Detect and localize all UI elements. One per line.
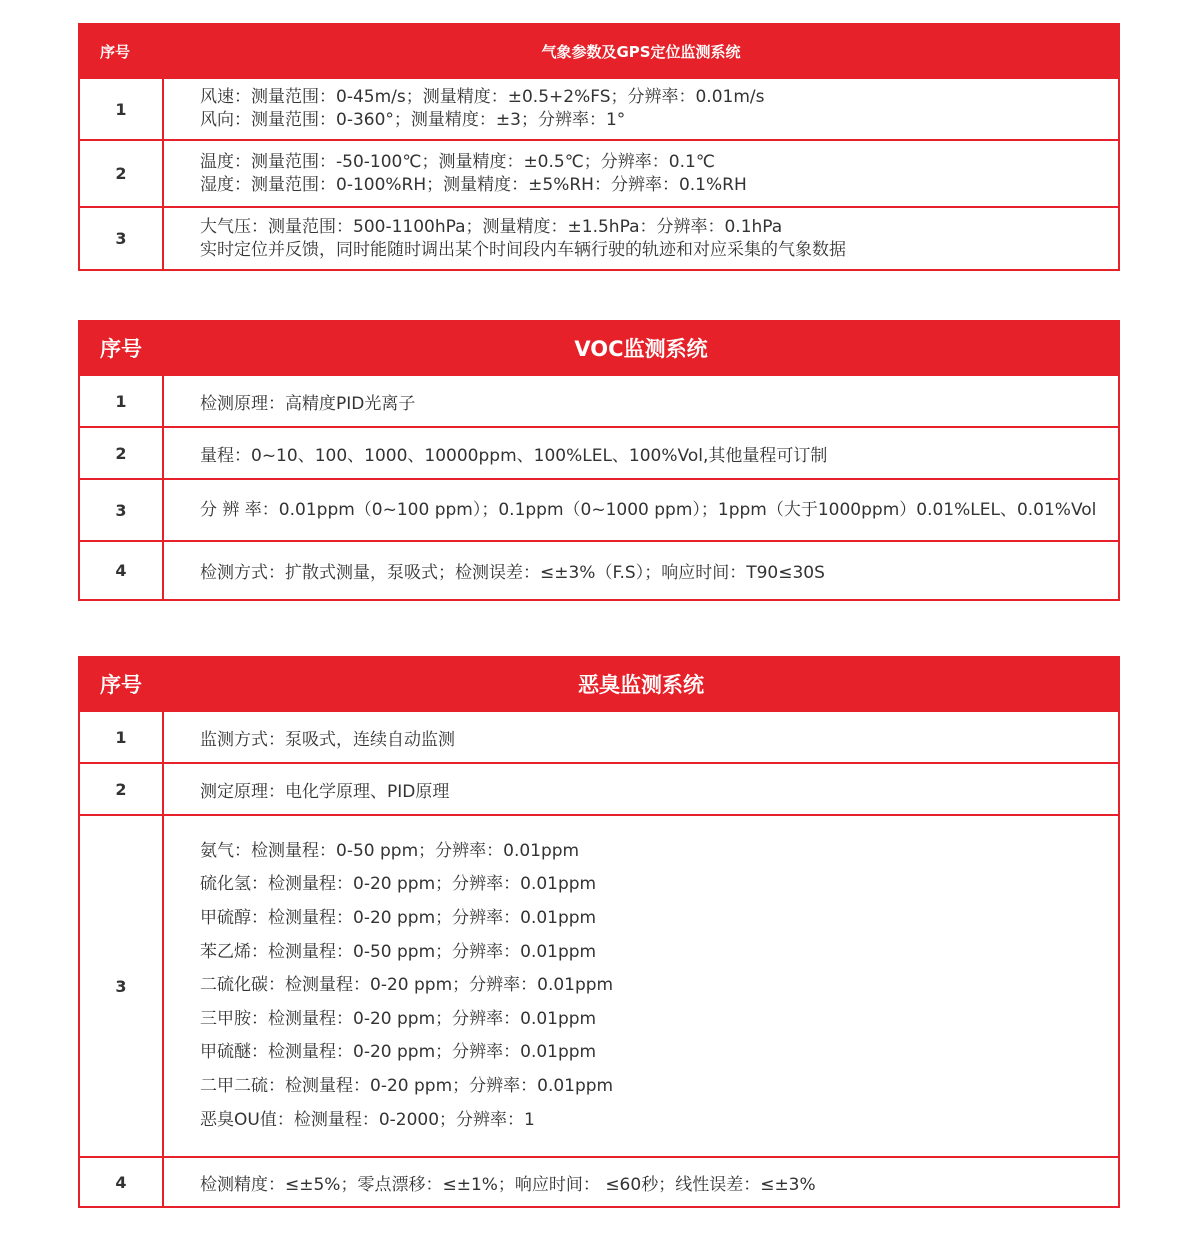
- spec-line: 监测方式：泵吸式，连续自动监测: [200, 729, 455, 750]
- spec-line: 量程：0~10、100、1000、10000ppm、100%LEL、100%Vol,其他量程可订制: [200, 445, 828, 466]
- row-number: 2: [80, 428, 164, 478]
- table-row: [80, 1156, 1118, 1206]
- table-row: [80, 814, 1118, 1156]
- row-number: 3: [80, 480, 164, 540]
- row-number: 1: [80, 712, 164, 762]
- row-number: 1: [80, 79, 164, 139]
- voc-spec-table: [78, 320, 1120, 601]
- row-content: [164, 764, 1118, 814]
- spec-line: 风速：测量范围：0-45m/s；测量精度：±0.5+2%FS；分辨率：0.01m/s: [200, 87, 765, 107]
- spec-line: 苯乙烯：检测量程：0-50 ppm；分辨率：0.01ppm: [200, 941, 597, 962]
- row-content: [164, 208, 1118, 269]
- spec-line: 湿度：测量范围：0-100%RH；测量精度：±5%RH：分辨率：0.1%RH: [200, 174, 747, 195]
- table-title: 恶臭监测系统: [578, 673, 704, 697]
- spec-line: 检测精度：≤±5%；零点漂移：≤±1%；响应时间： ≤60秒；线性误差：≤±3%: [200, 1174, 816, 1195]
- spec-line: 风向：测量范围：0-360°；测量精度：±3；分辨率：1°: [200, 110, 626, 130]
- index-column-header: 序号: [100, 337, 142, 361]
- table-header: [80, 322, 1118, 374]
- spec-line: 氨气：检测量程：0-50 ppm；分辨率：0.01ppm: [200, 840, 580, 861]
- row-content: [164, 141, 1118, 206]
- table-title: VOC监测系统: [574, 337, 708, 361]
- table-row: [80, 762, 1118, 814]
- row-number: 3: [80, 816, 164, 1156]
- row-number: 3: [80, 208, 164, 269]
- spec-line: 二甲二硫：检测量程：0-20 ppm；分辨率：0.01ppm: [200, 1075, 614, 1096]
- table-row: [80, 710, 1118, 762]
- table-title: 气象参数及GPS定位监测系统: [541, 42, 741, 61]
- row-content: [164, 542, 1118, 599]
- table-row: [80, 139, 1118, 206]
- spec-line: 三甲胺：检测量程：0-20 ppm；分辨率：0.01ppm: [200, 1008, 597, 1029]
- weather-gps-spec-table: [78, 23, 1120, 271]
- row-number: 2: [80, 764, 164, 814]
- row-number: 4: [80, 1158, 164, 1206]
- odor-spec-table: [78, 656, 1120, 1208]
- table-row: [80, 540, 1118, 599]
- spec-line: 大气压：测量范围：500-1100hPa；测量精度：±1.5hPa：分辨率：0.1hPa: [200, 216, 783, 237]
- spec-line: 二硫化碳：检测量程：0-20 ppm；分辨率：0.01ppm: [200, 975, 614, 996]
- spec-line: 温度：测量范围：-50-100℃；测量精度：±0.5℃；分辨率：0.1℃: [200, 151, 715, 172]
- spec-line: 甲硫醇：检测量程：0-20 ppm；分辨率：0.01ppm: [200, 908, 597, 929]
- row-content: [164, 79, 1118, 139]
- spec-line: 检测原理：高精度PID光离子: [200, 393, 416, 414]
- row-content: [164, 480, 1118, 540]
- row-content: [164, 376, 1118, 426]
- spec-line: 恶臭OU值：检测量程：0-2000；分辨率：1: [200, 1109, 535, 1130]
- row-content: [164, 816, 1118, 1156]
- spec-line: 测定原理：电化学原理、PID原理: [200, 781, 450, 802]
- table-header: [80, 658, 1118, 710]
- index-column-header: 序号: [100, 42, 131, 61]
- spec-line: 甲硫醚：检测量程：0-20 ppm；分辨率：0.01ppm: [200, 1042, 597, 1063]
- spec-line: 硫化氢：检测量程：0-20 ppm；分辨率：0.01ppm: [200, 874, 597, 895]
- row-content: [164, 1158, 1118, 1206]
- table-row: [80, 77, 1118, 139]
- table-row: [80, 426, 1118, 478]
- row-number: 2: [80, 141, 164, 206]
- spec-line: 检测方式：扩散式测量，泵吸式；检测误差：≤±3%（F.S）；响应时间：T90≤30S: [200, 563, 825, 583]
- row-content: [164, 428, 1118, 478]
- table-row: [80, 206, 1118, 269]
- index-column-header: 序号: [100, 673, 142, 697]
- row-number: 4: [80, 542, 164, 599]
- row-number: 1: [80, 376, 164, 426]
- table-row: [80, 374, 1118, 426]
- row-content: [164, 712, 1118, 762]
- table-row: [80, 478, 1118, 540]
- spec-line: 实时定位并反馈，同时能随时调出某个时间段内车辆行驶的轨迹和对应采集的气象数据: [200, 239, 846, 260]
- table-header: [80, 25, 1118, 77]
- spec-line: 分 辨 率：0.01ppm（0~100 ppm）；0.1ppm（0~1000 ppm）；1ppm（大于1000ppm）0.01%LEL、0.01%Vol: [200, 499, 1097, 520]
